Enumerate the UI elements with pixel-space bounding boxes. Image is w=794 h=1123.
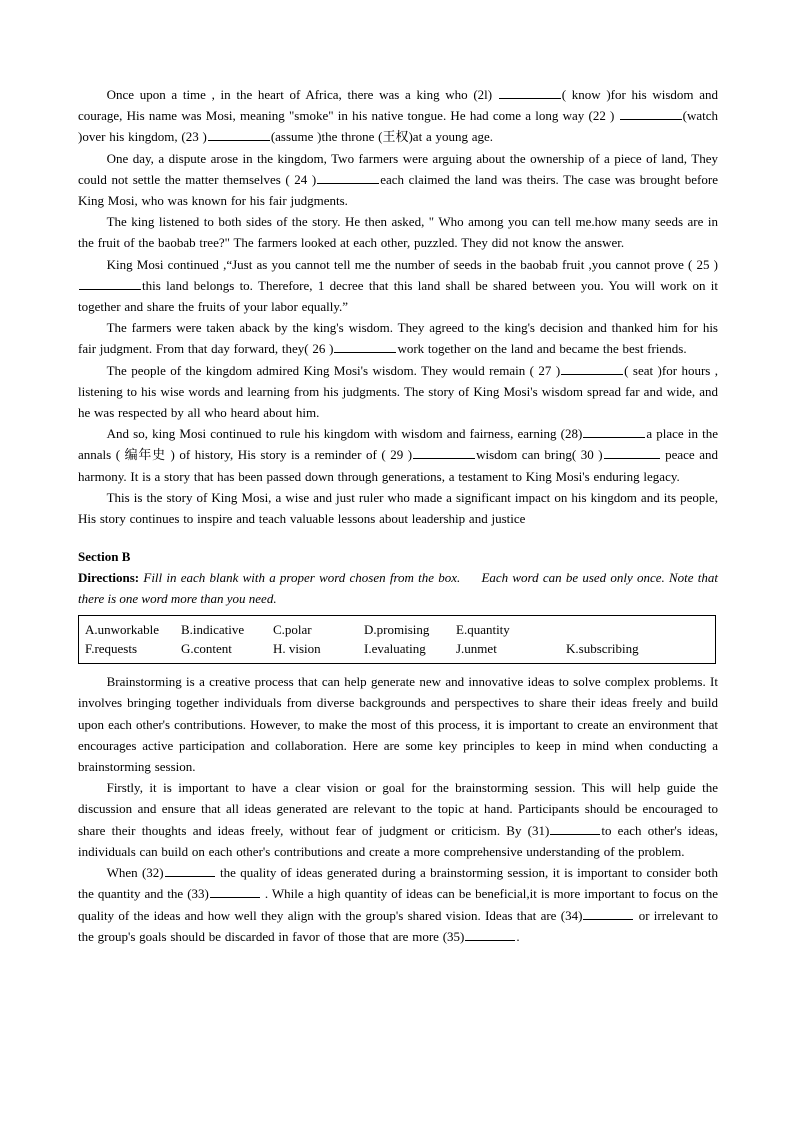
text-run: King Mosi continued ,“Just as you cannot tell me the number of seeds in the baobab fruit ,you cannot prove ( 25 )	[106, 256, 718, 272]
text-run: work together on the land and became the best friends.	[397, 341, 687, 357]
answer-blank[interactable]	[550, 821, 600, 834]
answer-blank[interactable]	[499, 86, 561, 99]
text-run: to each other's ideas, individuals can build on each other's contributions and create a more comprehensive understanding of the problem.	[78, 822, 718, 859]
word-bank-option[interactable]: E.quantity	[456, 622, 510, 638]
paragraph	[78, 423, 718, 487]
paragraph	[78, 211, 718, 253]
word-bank-option[interactable]: H. vision	[273, 641, 321, 657]
text-run: One day, a dispute arose in the kingdom, Two farmers were arguing about the ownership of a piece of land, They could not settle the matter themselves ( 24 )	[78, 150, 718, 187]
paragraph	[78, 360, 718, 424]
text-run: (watch )over his kingdom, (23 )	[78, 108, 718, 145]
text-run: .	[516, 928, 520, 944]
word-bank-option[interactable]: J.unmet	[456, 641, 497, 657]
word-bank-option[interactable]: D.promising	[364, 622, 430, 638]
text-run: this land belongs to. Therefore, 1 decree that this land shall be shared between you. You will work on it together and share the fruits of your labor equally.”	[78, 277, 718, 315]
answer-blank[interactable]	[583, 425, 645, 438]
word-bank-option[interactable]: F.requests	[85, 641, 138, 657]
text-run: wisdom can bring( 30 )	[476, 447, 603, 463]
word-bank-option[interactable]: B.indicative	[181, 622, 245, 638]
answer-blank[interactable]	[583, 906, 633, 919]
answer-blank[interactable]	[561, 361, 623, 374]
word-bank-option[interactable]: G.content	[181, 641, 232, 657]
directions-text-1: Fill in each blank with a proper word chosen from the box.	[143, 570, 461, 586]
word-bank-option[interactable]: K.subscribing	[566, 641, 639, 657]
answer-blank[interactable]	[317, 170, 379, 183]
word-bank-row-2	[79, 639, 715, 658]
text-run: This is the story of King Mosi, a wise and just ruler who made a significant impact on his kingdom and its people, His story continues to inspire and teach valuable lessons about leadership and justice	[78, 489, 718, 527]
paragraph	[78, 317, 718, 359]
text-run: And so, king Mosi continued to rule his kingdom with wisdom and fairness, earning (28)	[106, 426, 583, 442]
word-bank-option[interactable]: C.polar	[273, 622, 312, 638]
text-run: The farmers were taken aback by the king's wisdom. They agreed to the king's decision and thanked him for his fair judgment. From that day forward, they( 26 )	[78, 320, 718, 357]
word-bank-row-1	[79, 620, 715, 639]
text-run: . While a high quantity of ideas can be beneficial,it is more important to focus on the quality of the ideas and how well they align with the group's shared vision. Ideas that are (34)	[78, 886, 718, 923]
paragraph	[78, 862, 718, 947]
answer-blank[interactable]	[79, 276, 141, 289]
answer-blank[interactable]	[208, 128, 270, 141]
text-run: Once upon a time , in the heart of Africa, there was a king who (2l)	[106, 87, 498, 102]
answer-blank[interactable]	[165, 864, 215, 877]
answer-blank[interactable]	[620, 107, 682, 120]
paragraph	[78, 148, 718, 212]
answer-blank[interactable]	[465, 927, 515, 940]
text-run: ( know )for his wisdom and courage, His name was Mosi, meaning "smoke" in his native tongue. He had come a long way (22 )	[78, 87, 718, 124]
section-a-body	[78, 84, 718, 529]
text-run: Firstly, it is important to have a clear vision or goal for the brainstorming session. This will help guide the discussion and ensure that all ideas generated are relevant to the topic at hand. Participants should be encouraged to share their thoughts and ideas freely, without fear of judgment or criticism. By (31)	[78, 780, 718, 838]
paragraph	[78, 254, 718, 318]
paragraph	[78, 487, 718, 529]
text-run: Brainstorming is a creative process that can help generate new and innovative ideas to solve complex problems. It involves bringing together individuals from diverse backgrounds and perspectives to share their ideas freely and build upon each other's contributions. However, to make the most of this process, it is important to create an environment that encourages active participation and collaboration. Here are some key principles to keep in mind when conducting a brainstorming session.	[78, 674, 718, 775]
section-b-heading: Section B	[78, 549, 131, 565]
text-run: When (32)	[106, 865, 164, 881]
paragraph	[78, 671, 718, 777]
answer-blank[interactable]	[334, 340, 396, 353]
text-run: peace and harmony. It is a story that has been passed down through generations, a testament to King Mosi's enduring legacy.	[78, 447, 719, 484]
section-b-body	[78, 664, 718, 947]
word-bank-option[interactable]: A.unworkable	[85, 622, 160, 638]
directions-text-2: Each word can be used only once. Note that there is one word more than you need.	[78, 570, 719, 607]
text-run: a place in the annals ( 编年史 ) of history, His story is a reminder of ( 29 )	[78, 426, 718, 463]
section-b-directions	[78, 567, 718, 609]
text-run: each claimed the land was theirs. The case was brought before King Mosi, who was known for his fair judgments.	[78, 171, 718, 209]
text-run: The king listened to both sides of the story. He then asked, " Who among you can tell me.how many seeds are in the fruit of the baobab tree?" The farmers looked at each other, puzzled. They did not know the answer.	[78, 214, 718, 251]
directions-label: Directions:	[78, 570, 140, 586]
answer-blank[interactable]	[413, 446, 475, 459]
answer-blank[interactable]	[210, 885, 260, 898]
text-run: or irrelevant to the group's goals should be discarded in favor of those that are more (35)	[78, 907, 719, 944]
text-run: The people of the kingdom admired King Mosi's wisdom. They would remain ( 27 )	[106, 362, 561, 378]
paragraph	[78, 777, 718, 862]
word-bank-box	[78, 615, 716, 664]
paragraph	[78, 84, 718, 148]
text-run: (assume )the throne (王权)at a young age.	[270, 129, 494, 145]
word-bank-option[interactable]: I.evaluating	[364, 641, 426, 657]
answer-blank[interactable]	[604, 446, 660, 459]
text-run: ( seat )for hours , listening to his wise words and learning from his judgments. The story of King Mosi's wisdom spread far and wide, and he was respected by all who heard about him.	[78, 362, 719, 421]
text-run: the quality of ideas generated during a brainstorming session, it is important to consider both the quantity and the (33)	[78, 865, 718, 902]
